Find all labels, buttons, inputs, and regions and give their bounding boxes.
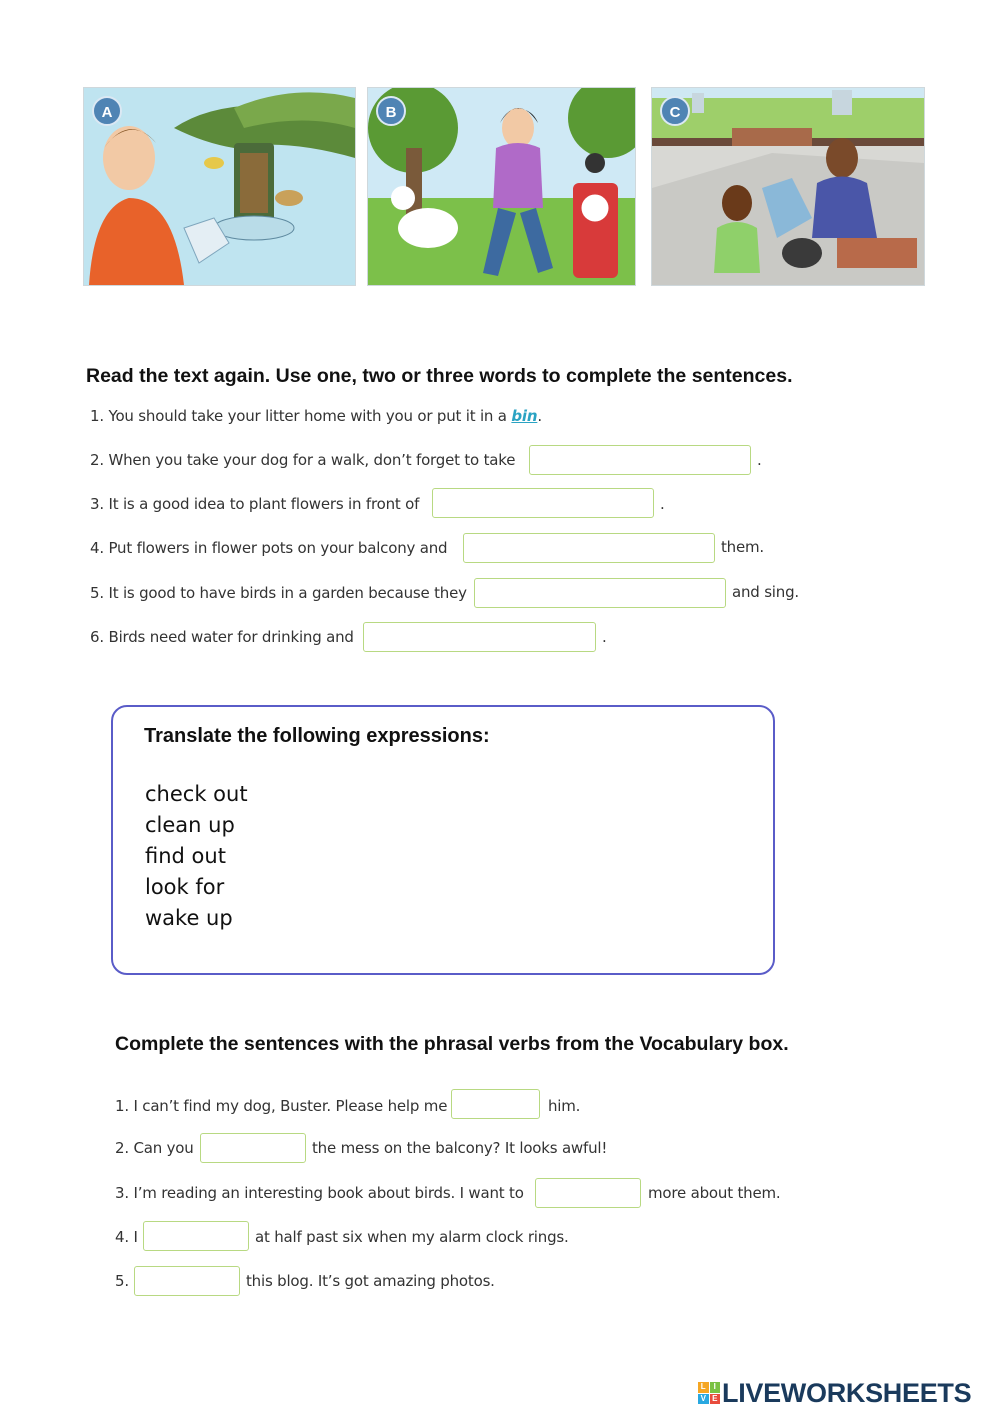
section1-heading: Read the text again. Use one, two or three words to complete the sentences. bbox=[86, 365, 793, 387]
picture-label: B bbox=[376, 96, 406, 126]
picture-label: C bbox=[660, 96, 690, 126]
phrasal-box-4[interactable] bbox=[143, 1221, 249, 1251]
logo-icon-letter: I bbox=[710, 1382, 721, 1393]
answer-box-3[interactable] bbox=[432, 488, 654, 518]
phrasal-1-end: him. bbox=[548, 1097, 581, 1115]
logo-text: LIVEWORKSHEETS bbox=[722, 1377, 972, 1408]
phrasal-4-text: 4. I bbox=[115, 1228, 138, 1246]
sentence-5-end: and sing. bbox=[732, 583, 799, 601]
sentence-2-text: 2. When you take your dog for a walk, don’t forget to take bbox=[90, 451, 516, 469]
picture-b bbox=[367, 87, 636, 286]
phrasal-box-3[interactable] bbox=[535, 1178, 641, 1208]
picture-a bbox=[83, 87, 356, 286]
expression-list bbox=[145, 779, 248, 934]
sentence-6-end: . bbox=[602, 628, 607, 646]
answer-box-2[interactable] bbox=[529, 445, 751, 475]
phrasal-5-end: this blog. It’s got amazing photos. bbox=[246, 1272, 495, 1290]
logo-icon-letter: E bbox=[710, 1394, 721, 1405]
picture-c bbox=[651, 87, 925, 286]
phrasal-2-end: the mess on the balcony? It looks awful! bbox=[312, 1139, 608, 1157]
sentence-4-text: 4. Put flowers in flower pots on your balcony and bbox=[90, 539, 448, 557]
picture-label: A bbox=[92, 96, 122, 126]
expression-item: wake up bbox=[145, 906, 233, 930]
sentence-2-end: . bbox=[757, 451, 762, 469]
answer-box-6[interactable] bbox=[363, 622, 596, 652]
given-answer: bin bbox=[511, 407, 538, 425]
logo-icon bbox=[698, 1382, 720, 1404]
phrasal-box-1[interactable] bbox=[451, 1089, 540, 1119]
answer-box-4[interactable] bbox=[463, 533, 715, 563]
section2-heading: Complete the sentences with the phrasal verbs from the Vocabulary box. bbox=[115, 1033, 789, 1055]
logo-icon-letter: V bbox=[698, 1394, 709, 1405]
phrasal-box-5[interactable] bbox=[134, 1266, 240, 1296]
sentence-3-end: . bbox=[660, 495, 665, 513]
liveworksheets-logo bbox=[698, 1378, 971, 1408]
sentence-6-text: 6. Birds need water for drinking and bbox=[90, 628, 354, 646]
phrasal-1-text: 1. I can’t find my dog, Buster. Please help me bbox=[115, 1097, 448, 1115]
translate-box bbox=[111, 705, 775, 975]
expression-item: clean up bbox=[145, 813, 235, 837]
phrasal-5-text: 5. bbox=[115, 1272, 129, 1290]
answer-box-5[interactable] bbox=[474, 578, 726, 608]
sentence-3-text: 3. It is a good idea to plant flowers in front of bbox=[90, 495, 420, 513]
logo-icon-letter: L bbox=[698, 1382, 709, 1393]
phrasal-3-end: more about them. bbox=[648, 1184, 781, 1202]
sentence-5-text: 5. It is good to have birds in a garden because they bbox=[90, 584, 467, 602]
sentence-text: 1. You should take your litter home with you or put it in a bbox=[90, 407, 512, 425]
sentence-4-end: them. bbox=[721, 538, 764, 556]
expression-item: look for bbox=[145, 875, 225, 899]
expression-item: check out bbox=[145, 782, 248, 806]
sentence-1 bbox=[90, 407, 542, 425]
phrasal-2-text: 2. Can you bbox=[115, 1139, 194, 1157]
phrasal-4-end: at half past six when my alarm clock rings. bbox=[255, 1228, 569, 1246]
translate-heading: Translate the following expressions: bbox=[144, 725, 490, 747]
sentence-text: . bbox=[537, 407, 542, 425]
expression-item: find out bbox=[145, 844, 226, 868]
phrasal-box-2[interactable] bbox=[200, 1133, 306, 1163]
phrasal-3-text: 3. I’m reading an interesting book about birds. I want to bbox=[115, 1184, 524, 1202]
